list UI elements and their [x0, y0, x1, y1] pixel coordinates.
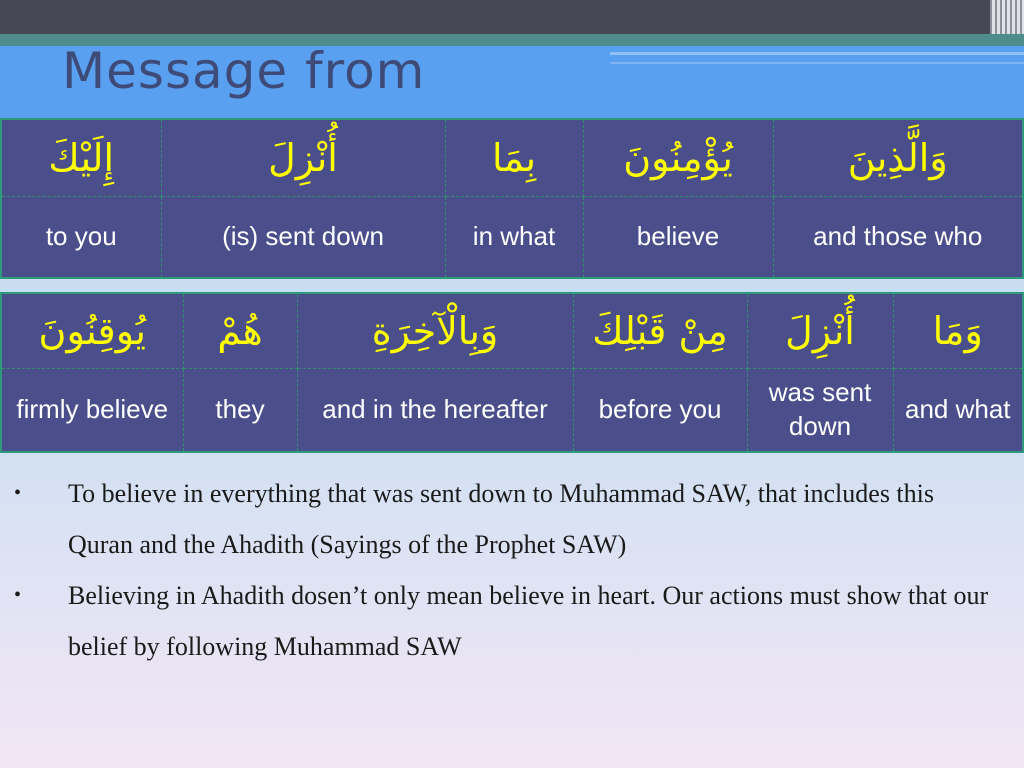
translation-text: and what: [904, 394, 1011, 425]
bullet-marker: •: [14, 482, 22, 504]
translation-text: in what: [472, 221, 556, 252]
bullet-list: [0, 468, 1024, 672]
translation-text: they: [215, 394, 265, 425]
arabic-word: إِلَيْكَ: [48, 136, 115, 180]
arabic-cell: [893, 293, 1023, 369]
translation-cell: [747, 369, 893, 453]
translation-text: to you: [45, 221, 117, 252]
translation-cell: [1, 197, 161, 279]
translation-cell: [161, 197, 445, 279]
bullet-item: [0, 570, 1024, 672]
arabic-cell: [773, 119, 1023, 197]
bullet-marker: •: [14, 584, 22, 606]
top-dark-bar: [0, 0, 1024, 34]
translation-text: firmly believe: [16, 394, 169, 425]
translation-text: believe: [636, 221, 720, 252]
translation-text: before you: [598, 394, 722, 425]
translation-cell: [183, 369, 297, 453]
translation-cell: [1, 369, 183, 453]
translation-cell: [297, 369, 573, 453]
translation-cell: [573, 369, 747, 453]
translation-cell: [773, 197, 1023, 279]
arabic-cell: [297, 293, 573, 369]
arabic-cell: [1, 119, 161, 197]
translation-text: was sent down: [768, 377, 872, 441]
translation-text: and those who: [813, 221, 983, 252]
translation-text: and in the hereafter: [322, 394, 548, 425]
arabic-word: أُنْزِلَ: [785, 309, 855, 353]
arabic-word: أُنْزِلَ: [268, 136, 338, 180]
bullet-text: To believe in everything that was sent down to Muhammad SAW, that includes this Quran and the Ahadith (Sayings of the Prophet SAW): [68, 479, 934, 559]
arabic-cell: [573, 293, 747, 369]
arabic-word: وَمَا: [932, 309, 983, 353]
arabic-word: مِنْ قَبْلِكَ: [592, 309, 728, 353]
arabic-cell: [161, 119, 445, 197]
arabic-cell: [445, 119, 583, 197]
arabic-cell: [1, 293, 183, 369]
arabic-word: هُمْ: [217, 309, 263, 353]
translation-cell: [445, 197, 583, 279]
verse-table-2: [0, 292, 1024, 453]
arabic-word: وَالَّذِينَ: [847, 136, 948, 180]
arabic-cell: [747, 293, 893, 369]
bullet-text: Believing in Ahadith dosen’t only mean believe in heart. Our actions must show that our belief by following Muhammad SAW: [68, 581, 989, 661]
translation-cell: [583, 197, 773, 279]
arabic-cell: [183, 293, 297, 369]
bullet-item: [0, 468, 1024, 570]
arabic-word: وَبِالْآخِرَةِ: [371, 309, 499, 353]
arabic-word: يُؤْمِنُونَ: [623, 136, 733, 180]
title-band-line: [610, 52, 1024, 55]
arabic-word: يُوقِنُونَ: [38, 309, 146, 353]
verse-table-1: [0, 118, 1024, 279]
translation-text: (is) sent down: [222, 221, 384, 252]
arabic-cell: [583, 119, 773, 197]
arabic-word: بِمَا: [491, 136, 537, 180]
title-band-line: [610, 62, 1024, 64]
translation-cell: [893, 369, 1023, 453]
slide-title: Message from: [62, 42, 426, 100]
